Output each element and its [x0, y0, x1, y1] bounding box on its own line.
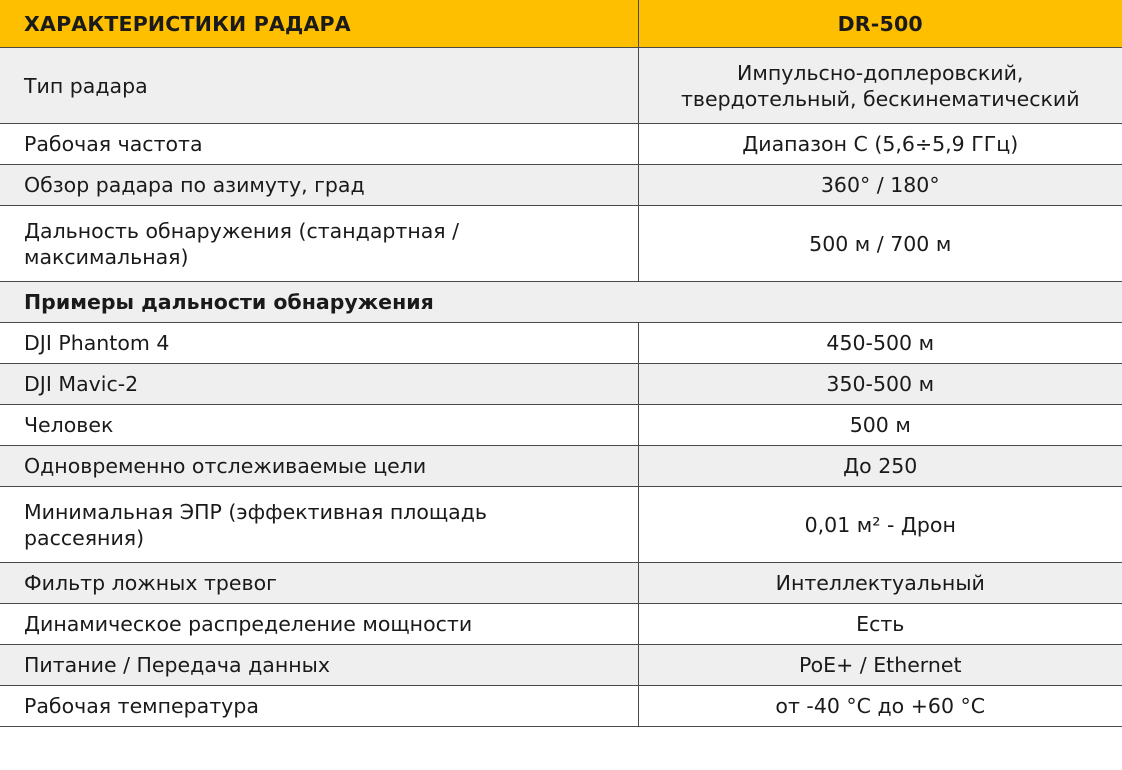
table-row [0, 645, 1122, 686]
table-row [0, 563, 1122, 604]
table-row [0, 48, 1122, 124]
row-value-line: твердотельный, бескинематический [680, 86, 1080, 111]
table-row [0, 487, 1122, 563]
section-title: Примеры дальности обнаружения [0, 282, 1122, 323]
row-value: от -40 °С до +60 °С [638, 686, 1122, 727]
row-label: Питание / Передача данных [0, 645, 638, 686]
row-label: Одновременно отслеживаемые цели [0, 446, 638, 487]
row-value [638, 48, 1122, 124]
row-label-line: рассеяния) [24, 525, 145, 550]
row-value: Диапазон С (5,6÷5,9 ГГц) [638, 124, 1122, 165]
row-value: Есть [638, 604, 1122, 645]
row-value: До 250 [638, 446, 1122, 487]
row-label-line: Минимальная ЭПР (эффективная площадь [24, 499, 488, 524]
row-label [0, 206, 638, 282]
row-label: Тип радара [0, 48, 638, 124]
row-label: DJI Phantom 4 [0, 323, 638, 364]
row-value: 360° / 180° [638, 165, 1122, 206]
row-label: Рабочая частота [0, 124, 638, 165]
row-value: Интеллектуальный [638, 563, 1122, 604]
section-header-row [0, 282, 1122, 323]
row-value: 350-500 м [638, 364, 1122, 405]
table-row [0, 604, 1122, 645]
row-value: 500 м / 700 м [638, 206, 1122, 282]
row-value: PoE+ / Ethernet [638, 645, 1122, 686]
row-label: Динамическое распределение мощности [0, 604, 638, 645]
row-value-line: Импульсно-доплеровский, [737, 60, 1024, 85]
row-label-line: Дальность обнаружения (стандартная / [24, 218, 460, 243]
row-label: Обзор радара по азимуту, град [0, 165, 638, 206]
table-header-row [0, 0, 1122, 48]
row-value: 450-500 м [638, 323, 1122, 364]
row-label [0, 487, 638, 563]
table-row [0, 323, 1122, 364]
table-row [0, 446, 1122, 487]
row-label: Рабочая температура [0, 686, 638, 727]
table-row [0, 124, 1122, 165]
table-row [0, 364, 1122, 405]
row-label-line: максимальная) [24, 244, 189, 269]
row-label: DJI Mavic-2 [0, 364, 638, 405]
header-model: DR-500 [638, 0, 1122, 48]
table-row [0, 206, 1122, 282]
table-row [0, 686, 1122, 727]
row-value: 0,01 м² - Дрон [638, 487, 1122, 563]
row-label: Человек [0, 405, 638, 446]
header-title: ХАРАКТЕРИСТИКИ РАДАРА [0, 0, 638, 48]
row-value: 500 м [638, 405, 1122, 446]
table-row [0, 165, 1122, 206]
table-row [0, 405, 1122, 446]
row-label: Фильтр ложных тревог [0, 563, 638, 604]
